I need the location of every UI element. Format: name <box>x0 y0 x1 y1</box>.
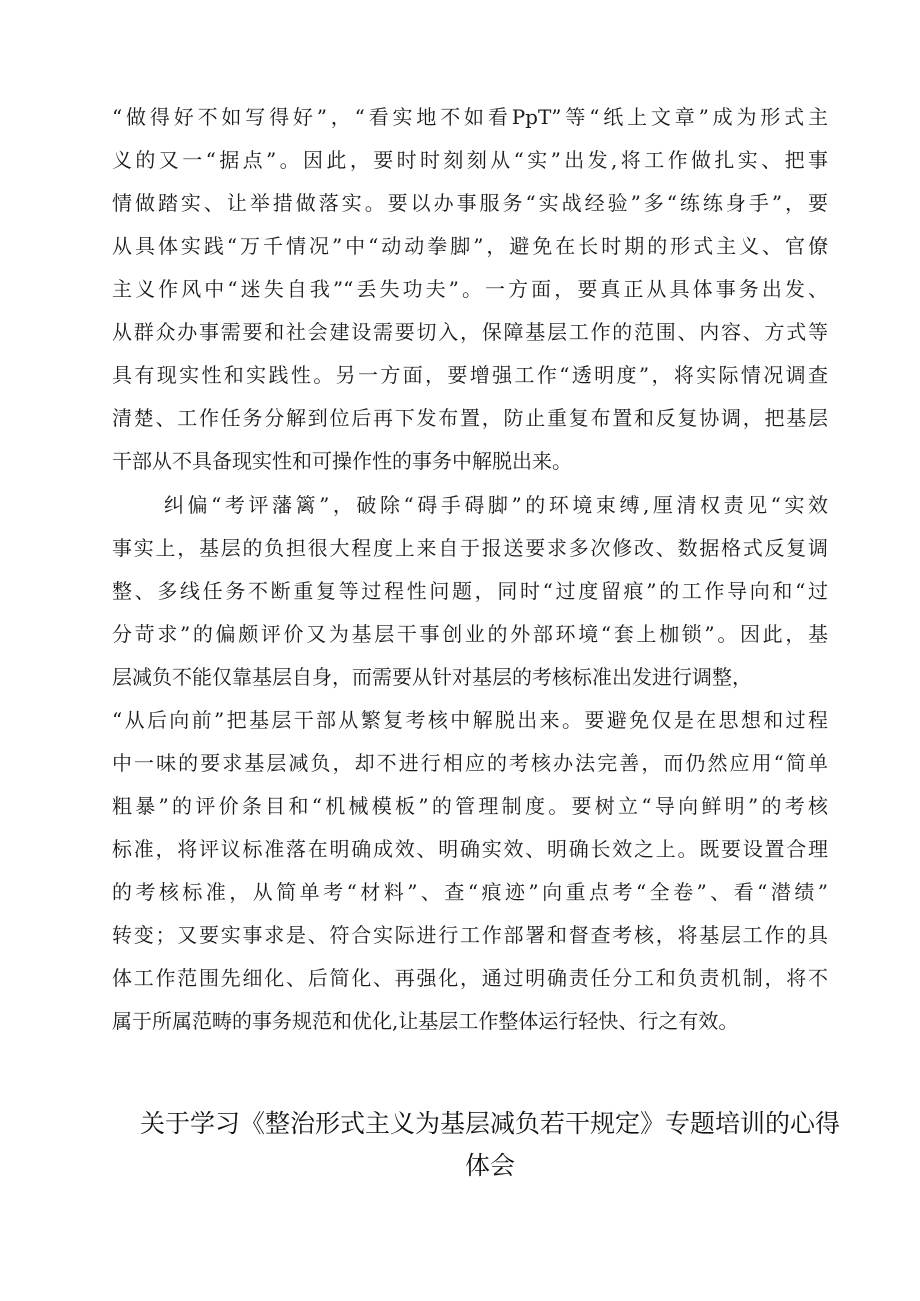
paragraph-1 <box>112 96 828 483</box>
section-heading <box>140 1103 840 1187</box>
paragraph-line: 主义作风中“迷失自我”“丢失功夫”。一方面，要真正从具体事务出发、 <box>112 277 828 301</box>
paragraph-line: 整、多线任务不断重复等过程性问题，同时“过度留痕”的工作导向和“过 <box>112 579 828 603</box>
paragraph-2 <box>112 484 828 1043</box>
paragraph-line: 具有现实性和实践性。另一方面，要增强工作“透明度”，将实际情况调查 <box>112 363 828 387</box>
paragraph-line: 转变；又要实事求是、符合实际进行工作部署和督查考核，将基层工作的具 <box>112 923 828 947</box>
paragraph-line: 分苛求”的偏颇评价又为基层干事创业的外部环境“套上枷锁”。因此，基 <box>112 622 828 646</box>
paragraph-line: 粗暴”的评价条目和“机械模板”的管理制度。要树立“导向鲜明”的考核 <box>112 794 828 818</box>
paragraph-line: 属于所属范畴的事务规范和优化,让基层工作整体运行轻快、行之有效。 <box>112 1009 739 1033</box>
paragraph-line: 干部从不具备现实性和可操作性的事务中解脱出来。 <box>112 449 572 473</box>
paragraph-line: 清楚、工作任务分解到位后再下发布置，防止重复布置和反复协调，把基层 <box>112 406 828 430</box>
paragraph-line: “做得好不如写得好”，“看实地不如看PpT”等“纸上文章”成为形式主 <box>112 105 828 129</box>
paragraph-line: 义的又一“据点”。因此，要时时刻刻从“实”出发,将工作做扎实、把事 <box>112 148 828 172</box>
paragraph-line: 纠偏“考评藩篱”，破除“碍手碍脚”的环境束缚,厘清权责见“实效 <box>164 493 828 517</box>
paragraph-line: 标准，将评议标准落在明确成效、明确实效、明确长效之上。既要设置合理 <box>112 837 828 861</box>
paragraph-line: 中一味的要求基层减负，却不进行相应的考核办法完善，而仍然应用“简单 <box>112 751 828 775</box>
paragraph-line: 的考核标准，从简单考“材料”、查“痕迹”向重点考“全卷”、看“潜绩” <box>112 880 828 904</box>
paragraph-line: 事实上，基层的负担很大程度上来自于报送要求多次修改、数据格式反复调 <box>112 536 828 560</box>
heading-line-1: 关于学习《整治形式主义为基层减负若干规定》专题培训的心得 <box>140 1109 841 1138</box>
paragraph-line: 体工作范围先细化、后简化、再强化，通过明确责任分工和负责机制，将不 <box>112 966 828 990</box>
paragraph-line: 情做踏实、让举措做落实。要以办事服务“实战经验”多“练练身手”，要 <box>112 191 828 215</box>
paragraph-line: 从群众办事需要和社会建设需要切入，保障基层工作的范围、内容、方式等 <box>112 320 828 344</box>
paragraph-line: “从后向前”把基层干部从繁复考核中解脱出来。要避免仅是在思想和过程 <box>112 708 828 732</box>
paragraph-line: 层减负不能仅靠基层自身，而需要从针对基层的考核标准出发进行调整， <box>112 665 752 689</box>
heading-line-2: 体会 <box>464 1151 515 1180</box>
paragraph-line: 从具体实践“万千情况”中“动动拳脚”，避免在长时期的形式主义、官僚 <box>112 234 828 258</box>
